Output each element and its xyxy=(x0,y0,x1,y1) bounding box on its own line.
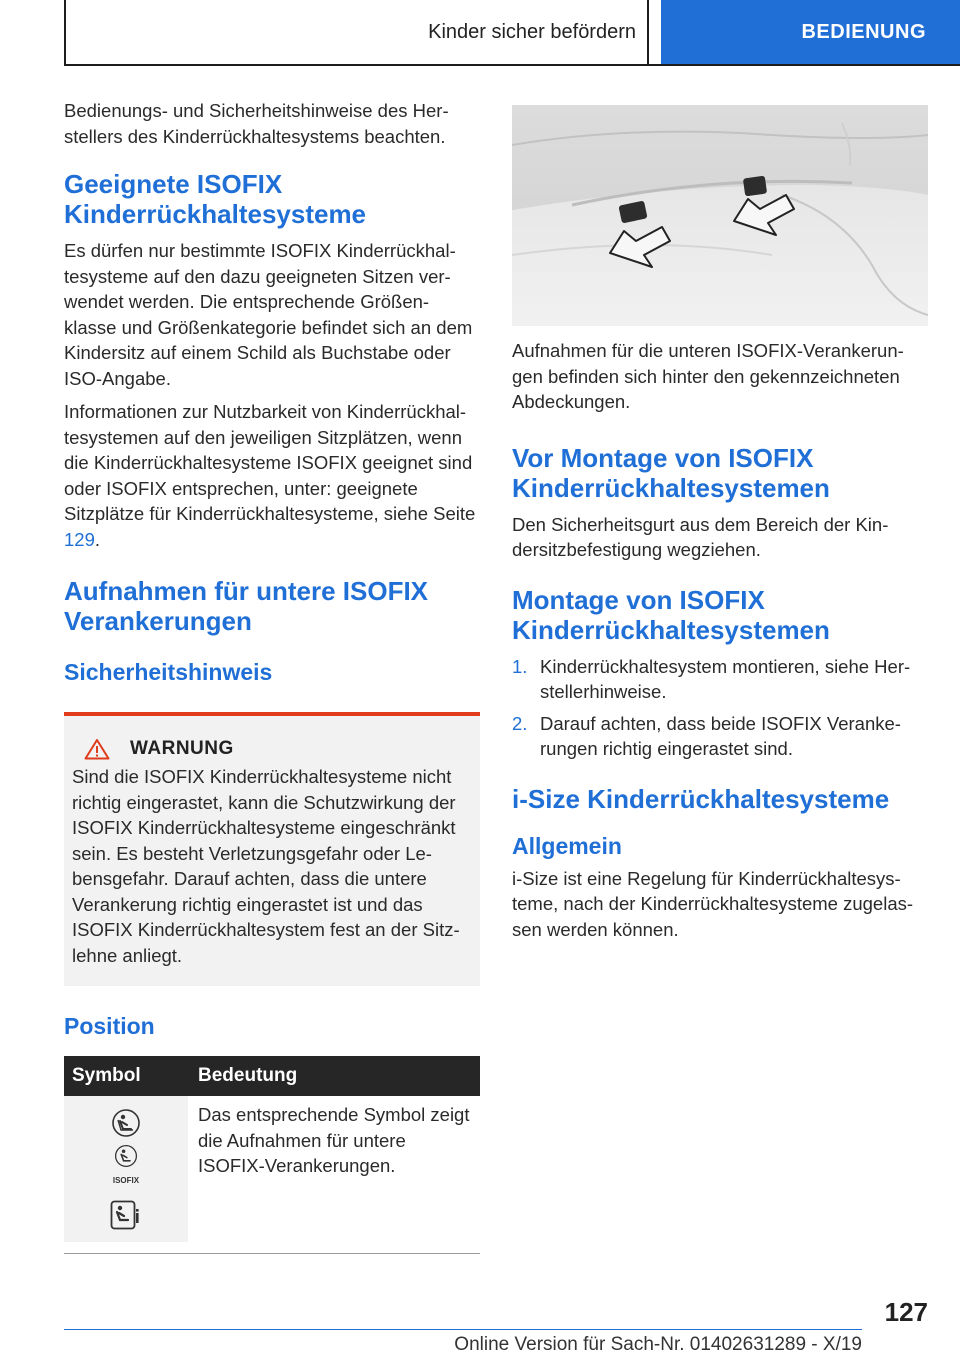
intro-paragraph: Bedienungs- und Sicherheitshinweise des Her-stellers des Kinderrückhaltesystems beachten. xyxy=(64,100,449,147)
suitable-paragraph-2-text: Informationen zur Nutzbarkeit von Kinderrückhal-tesystemen auf den jeweiligen Sitzplätzen, wenn die Kinderrückhaltesysteme ISOFIX geeignet sind oder ISOFIX entsprechen, unter: geeignete Sitzplätze für Kinderrückhaltesysteme, siehe Seite xyxy=(64,401,476,524)
child-seat-info-icon xyxy=(110,1200,142,1230)
isofix-label-icon xyxy=(113,1144,139,1194)
step-text: Darauf achten, dass beide ISOFIX Veranke-rungen richtig eingerastet sind. xyxy=(540,712,901,759)
warning-title-row xyxy=(72,738,472,760)
step-number: 2. xyxy=(512,712,528,734)
footer-version-text: Online Version für Sach-Nr. 01402631289 - X/19 xyxy=(454,1334,862,1355)
child-seat-icon xyxy=(111,1108,141,1138)
heading-mounting: Montage von ISOFIX Kinderrückhaltesystemen xyxy=(512,584,830,645)
page-number: 127 xyxy=(884,1297,928,1327)
header-chapter-tab[interactable]: BEDIENUNG xyxy=(661,0,960,64)
list-item xyxy=(512,711,928,762)
warning-triangle-icon xyxy=(84,738,110,760)
step-number: 1. xyxy=(512,655,528,677)
suitable-paragraph-2 xyxy=(64,399,480,552)
left-column xyxy=(64,98,480,1254)
heading-isize: i-Size Kinderrückhaltesysteme xyxy=(512,783,890,814)
isofix-icon-label: ISOFIX xyxy=(112,1176,140,1185)
header-rule xyxy=(64,64,960,66)
suitable-paragraph-1: Es dürfen nur bestimmte ISOFIX Kinderrückhal-tesysteme auf den dazu geeigneten Sitzen ver-wendet werden. Die entsprechende Größen-klasse und Größenkategorie befindet sich an dem Kindersitz auf einem Schild als Buchstabe oder ISO-Angabe. xyxy=(64,240,473,389)
warning-box xyxy=(64,712,480,986)
before-mounting-paragraph: Den Sicherheitsgurt aus dem Bereich der Kin-dersitzbefestigung wegziehen. xyxy=(512,513,889,560)
mounting-steps xyxy=(512,654,928,762)
suitable-paragraph-2-end: . xyxy=(94,528,101,550)
column-header-meaning: Bedeutung xyxy=(188,1056,480,1096)
list-item xyxy=(512,654,928,705)
general-paragraph: i-Size ist eine Regelung für Kinderrückhaltesys-teme, nach der Kinderrückhaltesysteme zugelas-sen werden können. xyxy=(512,867,914,940)
right-column xyxy=(512,105,928,950)
footer-rule xyxy=(64,1329,862,1330)
warning-title: WARNUNG xyxy=(130,738,234,759)
table-bottom-rule xyxy=(64,1242,480,1254)
step-text: Kinderrückhaltesystem montieren, siehe Her-stellerhinweise. xyxy=(540,655,911,702)
heading-position: Position xyxy=(64,1013,155,1039)
meaning-cell: Das entsprechende Symbol zeigt die Aufnahmen für untere ISOFIX-Verankerungen. xyxy=(198,1104,470,1176)
heading-general: Allgemein xyxy=(512,832,622,859)
heading-safety-note: Sicherheitshinweis xyxy=(64,659,273,685)
isofix-anchor-photo xyxy=(512,105,928,326)
page-reference-link[interactable]: 129 xyxy=(64,528,95,550)
header-separator xyxy=(647,0,649,66)
symbol-table xyxy=(64,1056,480,1242)
column-header-symbol: Symbol xyxy=(64,1056,188,1096)
heading-before-mounting: Vor Montage von ISOFIX Kinderrückhaltesystemen xyxy=(512,442,830,503)
table-row xyxy=(64,1096,480,1242)
symbol-cell xyxy=(64,1096,188,1242)
photo-caption: Aufnahmen für die unteren ISOFIX-Verankerun-gen befinden sich hinter den gekennzeichneten Abdeckungen. xyxy=(512,340,904,412)
seat-illustration xyxy=(512,105,928,326)
warning-text: Sind die ISOFIX Kinderrückhaltesysteme nicht richtig eingerastet, kann die Schutzwirkung der ISOFIX Kinderrückhaltesysteme eingeschränkt sein. Es besteht Verletzungsgefahr oder Le-bensgefahr. Darauf achten, dass die untere Verankerung richtig eingerastet ist und das ISOFIX Kinderrückhaltesystem fest an der Sitz-lehne anliegt. xyxy=(72,766,460,966)
heading-lower-anchorages: Aufnahmen für untere ISOFIX Verankerungen xyxy=(64,576,429,636)
header-section-title: Kinder sicher befördern xyxy=(428,20,636,43)
heading-suitable-isofix: Geeignete ISOFIX Kinderrückhaltesysteme xyxy=(64,169,367,229)
